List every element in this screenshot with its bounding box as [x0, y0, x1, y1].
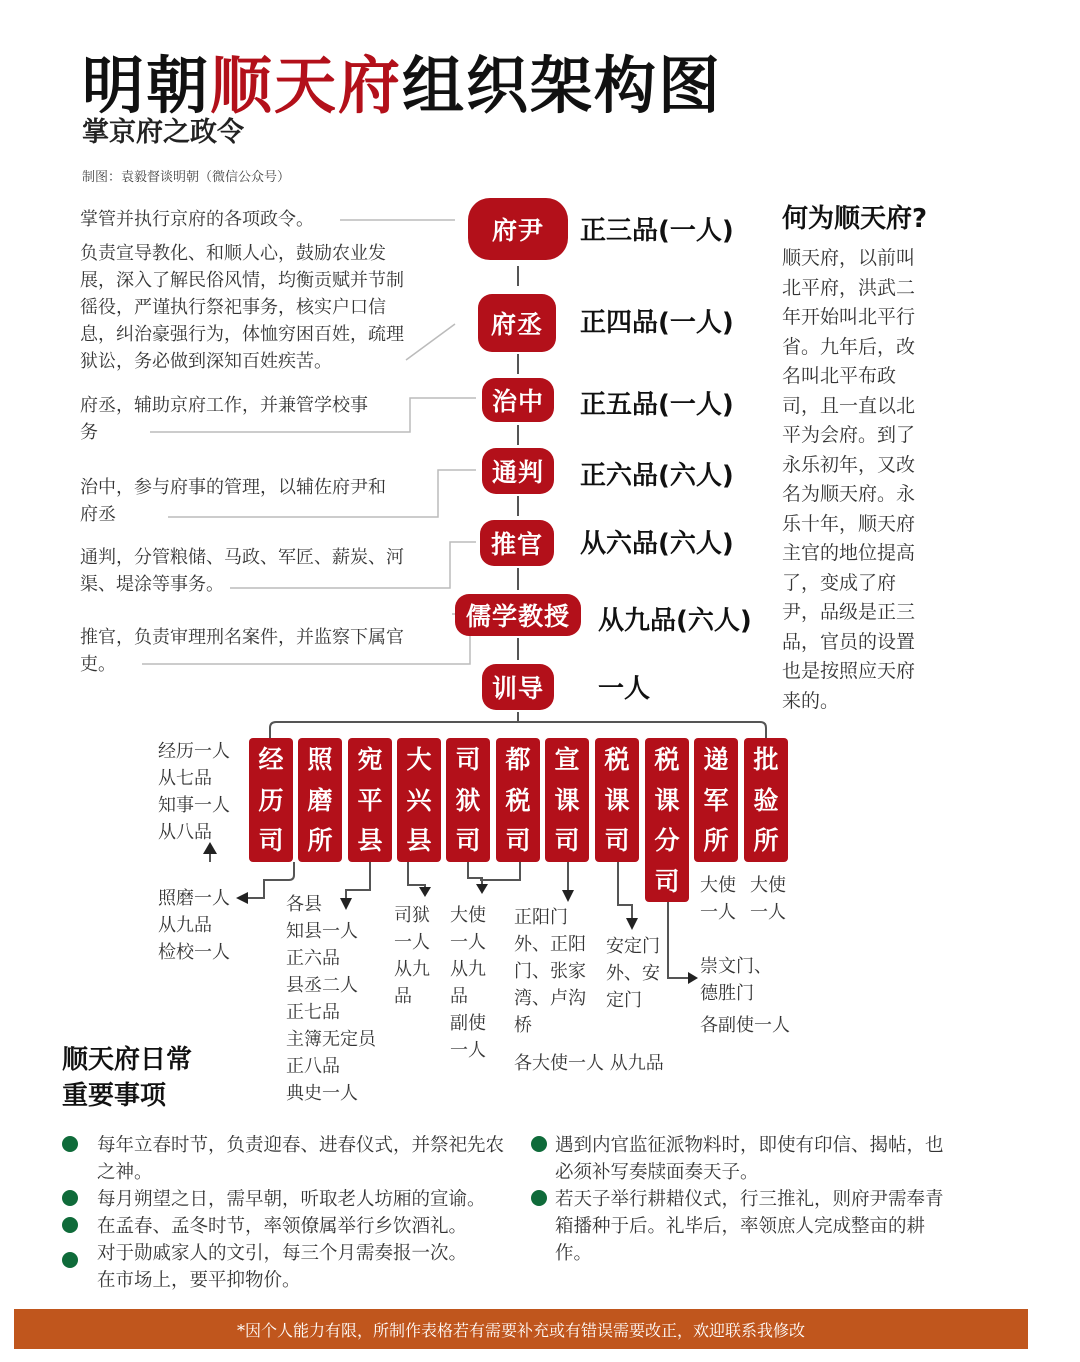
desc-fuyin: 掌管并执行京府的各项政令。: [80, 209, 314, 230]
note-shuike: 安定门 外、安 定门: [606, 936, 660, 1011]
official-xundao: 训导: [482, 664, 554, 710]
desc-fucheng: 府丞，辅助京府工作，并兼管学校事务: [80, 395, 368, 443]
daily-item: 每月朔望之日，需早朝，听取老人坊厢的宣谕。: [97, 1189, 486, 1210]
dept-siyusi: 司 狱 司: [446, 738, 490, 862]
daily-item: 若天子举行耕耤仪式，行三推礼，则府尹需奉青箱播种于后。礼毕后，率领庶人完成整亩的耕作。: [555, 1189, 944, 1264]
official-tuiguan: 推官: [480, 520, 554, 566]
bullet-icon: [62, 1190, 78, 1206]
rank-tuiguan: 从六品(六人): [580, 529, 734, 559]
daily-item: 每年立春时节，负责迎春、进春仪式，并祭祀先农之神。: [97, 1135, 505, 1183]
daily-item: 对于勋戚家人的文引，每三个月需奏报一次。在市场上，要平抑物价。: [97, 1243, 468, 1291]
note-xuanke: 正阳门 外、正阳 门、张家 湾、卢沟 桥: [514, 907, 586, 1036]
dept-jinglisi: 经 历 司: [249, 738, 293, 862]
desc-tongpan: 通判，分管粮储、马政、军匠、薪炭、河渠、堤涂等事务。: [80, 547, 404, 595]
dept-xuankesi: 宣 课 司: [545, 738, 589, 862]
dept-piyansuo: 批 验 所: [744, 738, 788, 862]
bullet-icon: [531, 1136, 547, 1152]
rank-zhizhong: 正五品(一人): [580, 390, 734, 420]
rank-xundao: 一人: [598, 674, 651, 704]
footer-note: *因个人能力有限，所制作表格若有需要补充或有错误需要改正，欢迎联系我修改: [14, 1309, 1028, 1349]
note-dushui: 大使 一人 从九 品 副使 一人: [450, 905, 486, 1061]
dept-daxingxian: 大 兴 县: [397, 738, 441, 862]
official-tongpan: 通判: [482, 448, 554, 494]
note-siyu: 司狱 一人 从九 品: [394, 905, 430, 1007]
note-county: 各县 知县一人 正六品 县丞二人 正七品 主簿无定员 正八品 典史一人: [286, 894, 376, 1104]
dept-dushuisi: 都 税 司: [496, 738, 540, 862]
official-fucheng: 府丞: [478, 294, 556, 352]
credit-line: 制图：袁毅督谈明朝（微信公众号）: [82, 170, 291, 185]
rank-ruxue-jiaoshou: 从九品(六人): [598, 606, 752, 636]
desc-zhizhong: 治中，参与府事的管理，以辅佐府尹和府丞: [80, 477, 386, 525]
rank-fuyin: 正三品(一人): [580, 216, 734, 246]
daily-item: 在孟春、孟冬时节，率领僚属举行乡饮酒礼。: [97, 1216, 468, 1237]
bullet-icon: [62, 1252, 78, 1268]
page-subtitle: 掌京府之政令: [82, 117, 244, 148]
bullet-icon: [62, 1136, 78, 1152]
dept-wanpingxian: 宛 平 县: [348, 738, 392, 862]
dept-shuike-fensi: 税 课 分 司: [645, 738, 689, 902]
note-jingli: 经历一人 从七品 知事一人 从八品: [158, 741, 230, 843]
dept-zhaomosuo: 照 磨 所: [298, 738, 342, 862]
page-title: 明朝顺天府组织架构图: [82, 49, 723, 122]
note-xuanke-shuike-rank: 各大使一人 从九品: [514, 1053, 664, 1074]
official-zhizhong: 治中: [482, 378, 554, 422]
bullet-icon: [531, 1190, 547, 1206]
daily-item: 遇到内官监征派物料时，即使有印信、揭帖，也必须补写奏牍面奏天子。: [555, 1135, 944, 1183]
note-piyan: 大使 一人: [750, 875, 786, 923]
desc-fuyin-duties: 负责宣导教化、和顺人心，鼓励农业发展，深入了解民俗风情，均衡贡赋并节制徭役，严谨执行祭祀事务，核实户口信息，纠治豪强行为，体恤穷困百姓，疏理狱讼，务必做到深知百姓疾苦。: [80, 243, 404, 372]
note-dijun: 大使 一人: [700, 875, 736, 923]
desc-tuiguan: 推官，负责审理刑名案件，并监察下属官吏。: [80, 627, 404, 675]
rank-fucheng: 正四品(一人): [580, 308, 734, 338]
side-body: 顺天府，以前叫北平府，洪武二年开始叫北平行省。九年后，改名叫北平布政司，且一直以北平为会府。到了永乐初年，又改名为顺天府。永乐十年，顺天府主官的地位提高了，变成了府尹，品级是正三品，官员的设置也是按照应天府来的。: [782, 247, 916, 712]
side-title: 何为顺天府?: [782, 204, 928, 234]
dept-dijunsuo: 递 军 所: [694, 738, 738, 862]
daily-section-title: 顺天府日常 重要事项: [62, 1045, 193, 1111]
official-ruxue-jiaoshou: 儒学教授: [455, 594, 581, 636]
note-zhaomo: 照磨一人 从九品 检校一人: [158, 888, 230, 963]
note-fensi: 崇文门、 德胜门 各副使一人: [700, 956, 790, 1036]
bullet-icon: [62, 1217, 78, 1233]
page-title-highlight: 顺天府: [210, 49, 403, 122]
official-fuyin: 府尹: [468, 198, 568, 260]
dept-shuikesi: 税 课 司: [595, 738, 639, 862]
rank-tongpan: 正六品(六人): [580, 461, 734, 491]
